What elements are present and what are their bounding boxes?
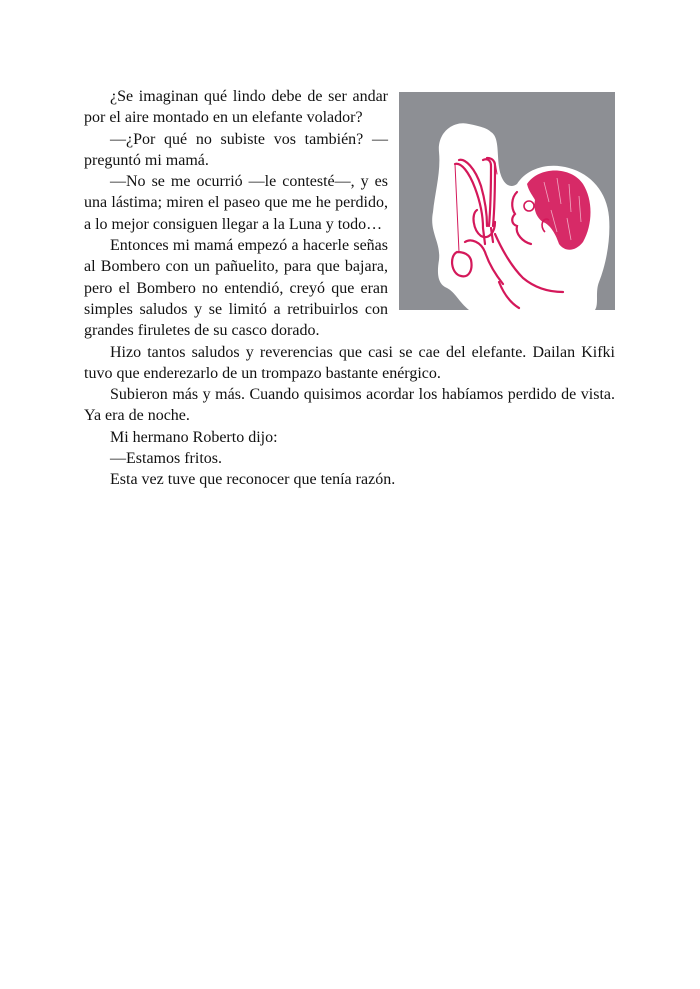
paragraph: Subieron más y más. Cuando quisimos acordar los habíamos perdido de vista. Ya era de noche. [84,386,615,425]
paragraph: Mi hermano Roberto dijo: [110,428,278,446]
illustration-slingshot-boy [399,92,615,310]
slingshot-boy-image [399,92,615,310]
paragraph: ¿Se imaginan qué lindo debe de ser andar por el aire montado en un elefante volador? [84,88,388,127]
paragraph: Hizo tantos saludos y reverencias que casi se cae del elefante. Dailan Kifki tuvo que enderezarlo de un trompazo bastante enérgico. [84,343,615,382]
paragraph: —No se me ocurrió —le contesté—, y es una lástima; miren el paseo que me he perdido, a lo mejor consiguen llegar a la Luna y todo… [84,173,388,233]
paragraph: —¿Por qué no subiste vos también? —preguntó mi mamá. [84,130,388,169]
document-page [84,86,615,491]
paragraph: —Estamos fritos. [110,450,222,468]
paragraph: Entonces mi mamá empezó a hacerle señas al Bombero con un pañuelito, para que bajara, pero el Bombero no entendió, creyó que eran simples saludos y se limitó a retribuirlos con grandes firuletes de su casco dorado. [84,237,388,340]
paragraph: Esta vez tuve que reconocer que tenía razón. [110,471,396,489]
